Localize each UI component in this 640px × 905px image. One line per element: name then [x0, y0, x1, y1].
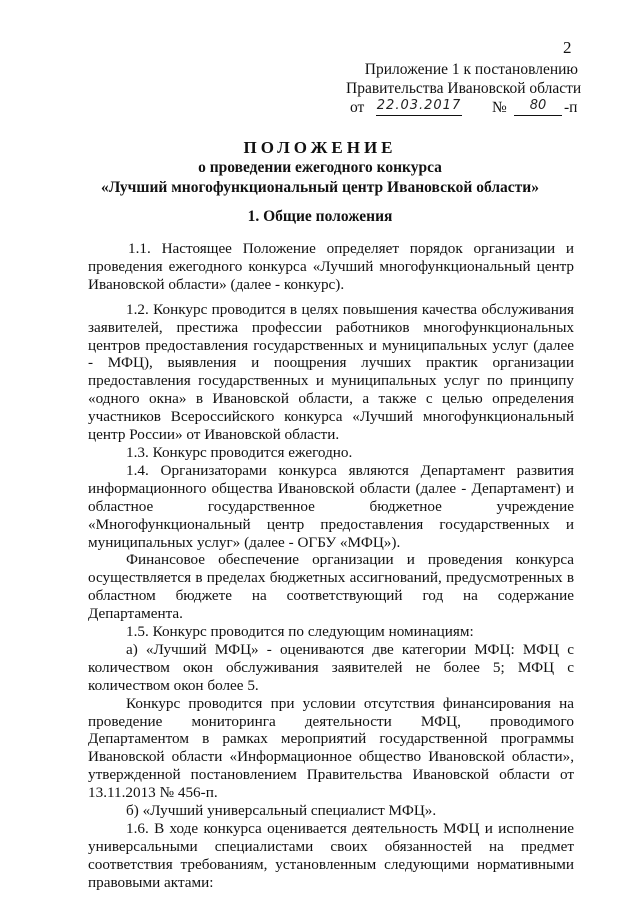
document-subtitle-1: о проведении ежегодного конкурса: [198, 159, 442, 176]
page-number: 2: [563, 38, 572, 57]
section-heading: 1. Общие положения: [247, 208, 393, 225]
appendix-line-1: Приложение 1 к постановлению: [364, 61, 578, 78]
document-body: [88, 240, 574, 892]
paragraph: 1.3. Конкурс проводится ежегодно.: [126, 443, 353, 461]
date-prefix: от: [350, 99, 365, 116]
number-prefix: №: [492, 99, 507, 116]
paragraph: 1.4. Организаторами конкурса являются Департамент развития информационного общества Ивановской области (далее - Департамент) и областное государственное бюджетное учреждение «Многофункциональный центр предоставления государственных и муниципальных услуг» (далее - ОГБУ «МФЦ»).: [88, 461, 574, 551]
appendix-block: [346, 60, 586, 118]
paragraph: б) «Лучший универсальный специалист МФЦ».: [126, 802, 437, 820]
paragraph: Финансовое обеспечение организации и проведения конкурса осуществляется в пределах бюджетных ассигнований, предусмотренных в областном бюджете на соответствующий год на содержание Департамента.: [88, 551, 574, 623]
appendix-date-line: [346, 98, 586, 118]
document-subtitle-2: «Лучший многофункциональный центр Ивановской области»: [101, 179, 539, 196]
handwritten-date: 22.03.2017: [376, 96, 462, 116]
paragraph: 1.2. Конкурс проводится в целях повышения качества обслуживания заявителей, престижа профессии работников многофункциональных центров предоставления государственных и муниципальных услуг (далее - МФЦ), выявления и поощрения лучших практик организации предоставления государственных и муниципальных услуг по принципу «одного окна» в Ивановской области, а также с целью определения участников Всероссийского конкурса «Лучший многофункциональный центр России» от Ивановской области.: [88, 300, 574, 444]
paragraph: Конкурс проводится при условии отсутствия финансирования на проведение мониторинга деятельности МФЦ, проводимого Департаментом в рамках мероприятий государственной программы Ивановской области «Информационное общество Ивановской области», утвержденной постановлением Правительства Ивановской области от 13.11.2013 № 456-п.: [88, 694, 574, 802]
appendix-line-2: Правительства Ивановской области: [346, 80, 582, 97]
paragraph: а) «Лучший МФЦ» - оцениваются две категории МФЦ: МФЦ с количеством окон обслуживания заявителей не более 5; МФЦ с количеством окон более 5.: [88, 640, 574, 694]
paragraph: 1.5. Конкурс проводится по следующим номинациям:: [126, 623, 474, 641]
paragraph: 1.1. Настоящее Положение определяет порядок организации и проведения ежегодного конкурса «Лучший многофункциональный центр Ивановской области» (далее - конкурс).: [88, 240, 574, 293]
document-title: ПОЛОЖЕНИЕ: [243, 138, 397, 157]
handwritten-number: 80: [514, 96, 562, 116]
number-suffix: -п: [564, 99, 578, 116]
paragraph: 1.6. В ходе конкурса оценивается деятельность МФЦ и исполнение универсальными специалистами своих обязанностей на предмет соответствия требованиям, установленным следующими нормативными правовыми актами:: [88, 820, 574, 891]
